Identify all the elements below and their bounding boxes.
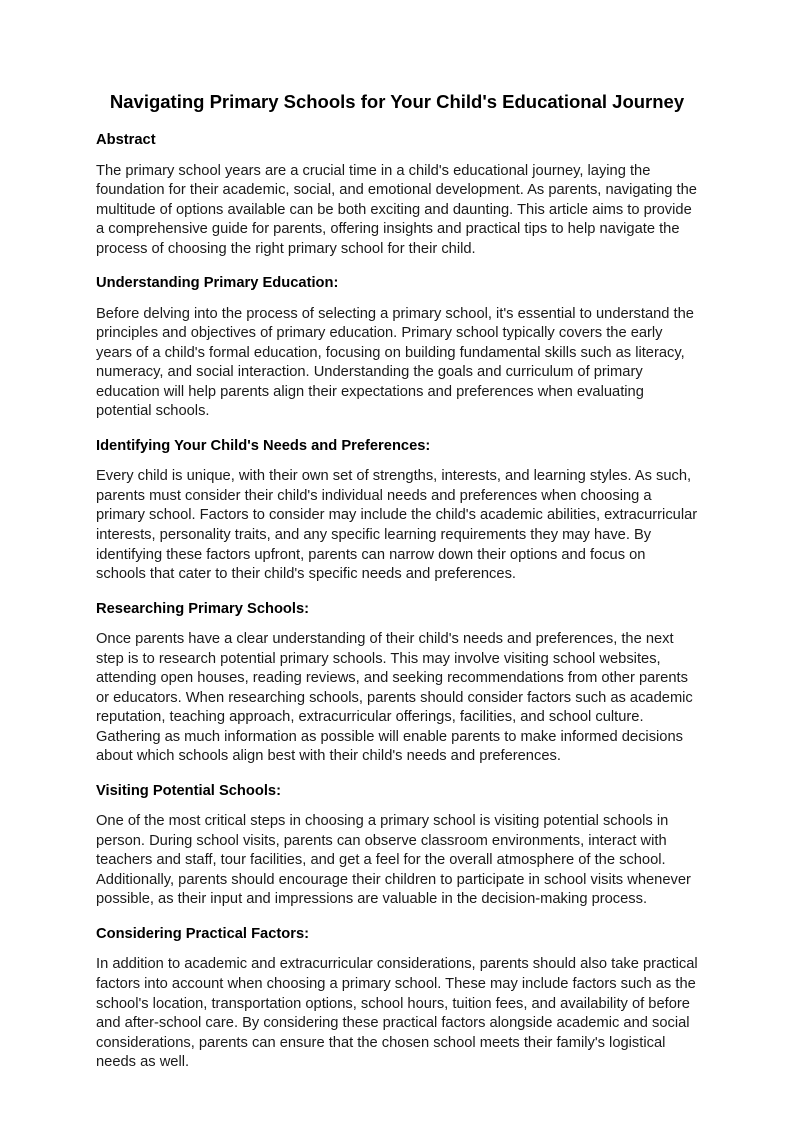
- section-heading-visiting-potential-schools: Visiting Potential Schools:: [96, 782, 281, 799]
- section-heading-considering-practical-factors: Considering Practical Factors:: [96, 926, 310, 943]
- section-heading-researching-primary-schools: Researching Primary Schools:: [96, 600, 310, 617]
- section-considering-practical-factors: [96, 925, 698, 1073]
- section-paragraph-understanding-primary-education: Before delving into the process of selecting a primary school, it's essential to understand the principles and objectives of primary education. Primary school typically covers the early years of a child's formal education, focusing on building fundamental skills such as literacy, numeracy, and social interaction. Understanding the goals and curriculum of primary education will help parents align their expectations and preferences when evaluating potential schools.: [96, 305, 694, 420]
- section-identifying-needs-preferences: [96, 437, 698, 585]
- section-paragraph-considering-practical-factors: In addition to academic and extracurricular considerations, parents should also take practical factors into account when choosing a primary school. These may include factors such as the school's location, transportation options, school hours, tuition fees, and availability of before and after-school care. By considering these practical factors alongside academic and social considerations, parents can ensure that the chosen school meets their family's logistical needs as well.: [96, 956, 698, 1071]
- section-paragraph-abstract: The primary school years are a crucial time in a child's educational journey, laying the foundation for their academic, social, and emotional development. As parents, navigating the multitude of options available can be both exciting and daunting. This article aims to provide a comprehensive guide for parents, offering insights and practical tips to help navigate the process of choosing the right primary school for their child.: [96, 162, 697, 257]
- section-paragraph-researching-primary-schools: Once parents have a clear understanding of their child's needs and preferences, the next step is to research potential primary schools. This may involve visiting school websites, attending open houses, reading reviews, and seeking recommendations from other parents or educators. When researching schools, parents should consider factors such as academic reputation, teaching approach, extracurricular offerings, facilities, and school culture. Gathering as much information as possible will enable parents to make informed decisions about which schools align best with their child's needs and preferences.: [96, 631, 693, 765]
- section-paragraph-identifying-needs-preferences: Every child is unique, with their own set of strengths, interests, and learning styles. As such, parents must consider their child's individual needs and preferences when choosing a primary school. Factors to consider may include the child's academic abilities, extracurricular interests, personality traits, and any specific learning requirements they may have. By identifying these factors upfront, parents can narrow down their options and focus on schools that cater to their child's specific needs and preferences.: [96, 468, 698, 583]
- section-researching-primary-schools: [96, 600, 698, 767]
- section-visiting-potential-schools: [96, 782, 698, 910]
- section-heading-abstract: Abstract: [96, 132, 156, 149]
- section-heading-understanding-primary-education: Understanding Primary Education:: [96, 275, 339, 292]
- section-abstract: [96, 131, 698, 259]
- section-paragraph-visiting-potential-schools: One of the most critical steps in choosing a primary school is visiting potential schools in person. During school visits, parents can observe classroom environments, interact with teachers and staff, tour facilities, and get a feel for the overall atmosphere of the school. Additionally, parents should encourage their children to participate in school visits whenever possible, as their input and impressions are valuable in the decision-making process.: [96, 813, 691, 908]
- document-title: Navigating Primary Schools for Your Child's Educational Journey: [109, 91, 685, 112]
- section-understanding-primary-education: [96, 274, 698, 422]
- section-heading-identifying-needs-preferences: Identifying Your Child's Needs and Preferences:: [96, 437, 431, 454]
